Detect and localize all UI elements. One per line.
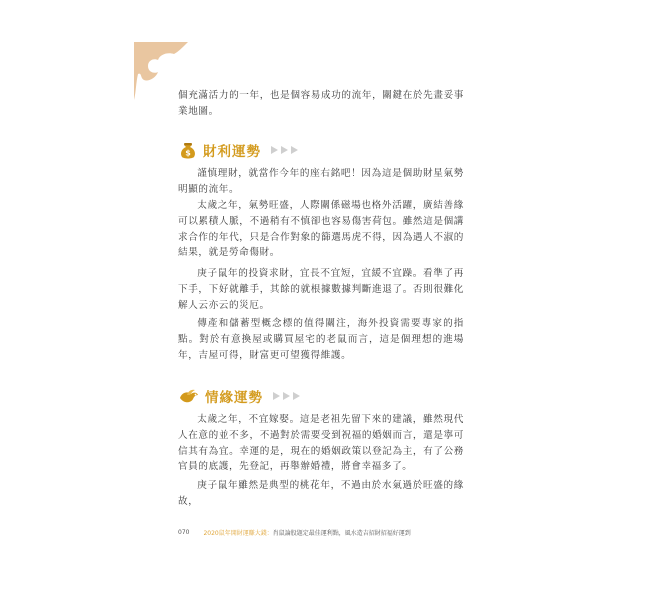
love-paragraph-1: 太歲之年，不宜嫁娶。這是老祖先留下來的建議，雖然現代人在意的並不多，不過對於需要受到祝福的婚姻而言，還是寧可信其有為宜。幸運的是，現在的婚姻政策以登記為主，有了公務官員的底護，先登記，再舉辦婚禮，將會幸福多了。 bbox=[178, 414, 464, 473]
book-title: 2020鼠年開財運賺大錢： bbox=[203, 530, 273, 537]
arrows-decoration bbox=[271, 146, 298, 154]
wealth-paragraph-3: 庚子鼠年的投資求財，宜長不宜短，宜緩不宜躁。看準了再下手，下好就離手，其餘的就根據數據判斷進退了。否則很難化解人云亦云的災厄。 bbox=[178, 268, 464, 311]
section-title-love: 情緣運勢 bbox=[205, 390, 263, 406]
love-birds-icon bbox=[178, 386, 200, 406]
page-number: 070 bbox=[178, 529, 190, 536]
svg-text:$: $ bbox=[185, 148, 191, 158]
wealth-paragraph-2: 太歲之年，氣勢旺盛，人際關係磁場也格外活躍，廣結善緣可以累積人脈，不過稍有不慎卻也容易傷害荷包。雖然這是個講求合作的年代，只是合作對象的篩選馬虎不得，因為遇人不淑的結果，就是勞命傷財。 bbox=[178, 200, 464, 259]
money-bag-icon bbox=[178, 140, 198, 160]
intro-paragraph: 個充滿活力的一年，也是個容易成功的流年，關鍵在於先畫妥事業地圖。 bbox=[178, 90, 464, 117]
wealth-paragraph-1: 謹慎理財，就當作今年的座右銘吧！因為這是個助財星氣勢明顯的流年。 bbox=[178, 168, 464, 195]
section-heading-wealth bbox=[178, 140, 298, 160]
arrows-decoration bbox=[273, 392, 300, 400]
book-subtitle: 肖鼠論股題定最佳運利點，風水造吉招財招福好運到 bbox=[272, 530, 411, 537]
section-heading-love bbox=[178, 386, 300, 406]
love-paragraph-2: 庚子鼠年雖然是典型的桃花年，不過由於水氣過於旺盛的緣故， bbox=[178, 480, 464, 507]
wealth-paragraph-4: 傳產和儲蓄型概念標的值得關注，海外投資需要專家的指點。對於有意換屋或購買屋宅的老鼠而言，這是個理想的進場年，吉屋可得，財富更可望獲得維護。 bbox=[178, 318, 464, 361]
page-footer bbox=[178, 528, 411, 537]
section-title-wealth: 財利運勢 bbox=[203, 144, 261, 160]
